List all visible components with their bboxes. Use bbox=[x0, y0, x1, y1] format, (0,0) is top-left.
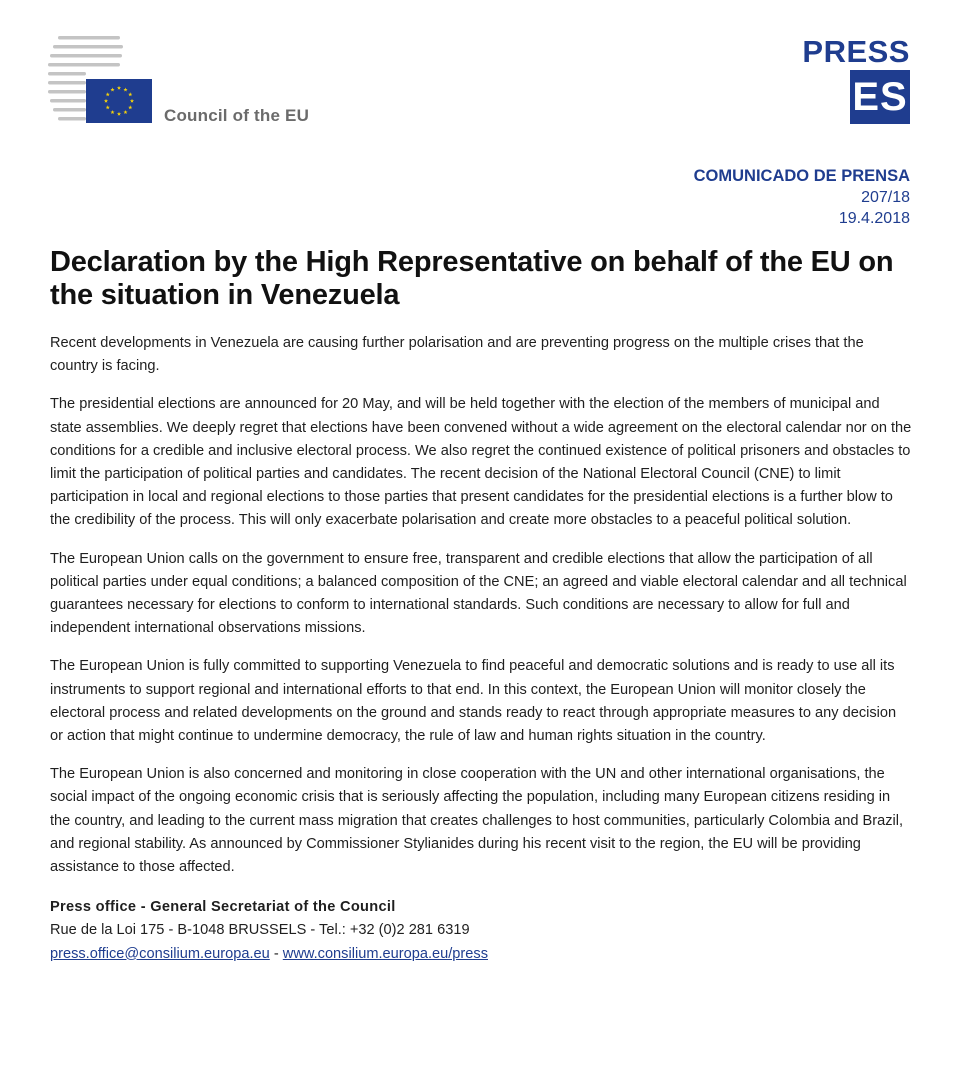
document-meta bbox=[694, 166, 910, 229]
paragraph: Recent developments in Venezuela are causing further polarisation and are preventing progress on the multiple crises that the country is facing. bbox=[50, 335, 864, 375]
press-office-contacts bbox=[50, 943, 912, 966]
document-body bbox=[50, 246, 912, 966]
press-language-code: ES bbox=[850, 70, 910, 124]
council-logo-icon bbox=[48, 34, 158, 126]
doc-date: 19.4.2018 bbox=[838, 210, 910, 227]
doc-type: COMUNICADO DE PRENSA bbox=[693, 167, 910, 185]
page-header bbox=[0, 0, 970, 160]
eu-flag-icon bbox=[86, 79, 152, 123]
document-title: Declaration by the High Representative on behalf of the EU on the situation in Venezuela bbox=[50, 246, 894, 311]
paragraph: The European Union is fully committed to supporting Venezuela to find peaceful and democratic solutions and is ready to use all its instruments to support regional and international efforts to that end. In this context, the European Union will monitor closely the electoral process and related developments on the ground and stands ready to react through appropriate measures to any decision or action that might continue to undermine democracy, the rule of law and human rights situation in the country. bbox=[50, 658, 897, 745]
press-word: PRESS bbox=[802, 34, 910, 69]
press-office-footer bbox=[50, 896, 912, 966]
doc-number: 207/18 bbox=[861, 189, 910, 206]
press-badge bbox=[800, 36, 910, 124]
press-office-address: Rue de la Loi 175 - B-1048 BRUSSELS - Tel.: +32 (0)2 281 6319 bbox=[50, 922, 470, 939]
contact-separator: - bbox=[269, 945, 283, 962]
org-name: Council of the EU bbox=[164, 106, 310, 125]
email-link[interactable]: press.office@consilium.europa.eu bbox=[50, 945, 270, 962]
paragraph: The European Union is also concerned and monitoring in close cooperation with the UN and other international organisations, the social impact of the ongoing economic crisis that is seriously affecting the population, including many European citizens residing in the country, and leading to the current mass migration that creates challenges to host communities, particularly Colombia and Brazil, and regional stability. As announced by Commissioner Stylianides during his recent visit to the region, the EU will be providing assistance to those affected. bbox=[50, 766, 904, 876]
website-link[interactable]: www.consilium.europa.eu/press bbox=[282, 945, 488, 962]
paragraph: The presidential elections are announced for 20 May, and will be held together with the election of the members of municipal and state assemblies. We deeply regret that elections have been convened without a wide agreement on the electoral calendar nor on the conditions for a credible and inclusive electoral process. We also regret the continued existence of political prisoners and obstacles to limit the participation of political parties and candidates. The recent decision of the National Electoral Council (CNE) to limit participation in local and regional elections to those parties that present candidates for the presidential elections is a further blow to the credibility of the process. This will only exacerbate polarisation and create more obstacles to a peaceful political solution. bbox=[50, 396, 912, 529]
press-office-name: Press office - General Secretariat of the Council bbox=[50, 899, 396, 916]
paragraph: The European Union calls on the government to ensure free, transparent and credible elections that allow the participation of all political parties under equal conditions; a balanced composition of the CNE; an agreed and viable electoral calendar and all technical guarantees necessary for elections to conform to international standards. Such conditions are necessary to allow for full and independent international observations missions. bbox=[50, 550, 907, 637]
